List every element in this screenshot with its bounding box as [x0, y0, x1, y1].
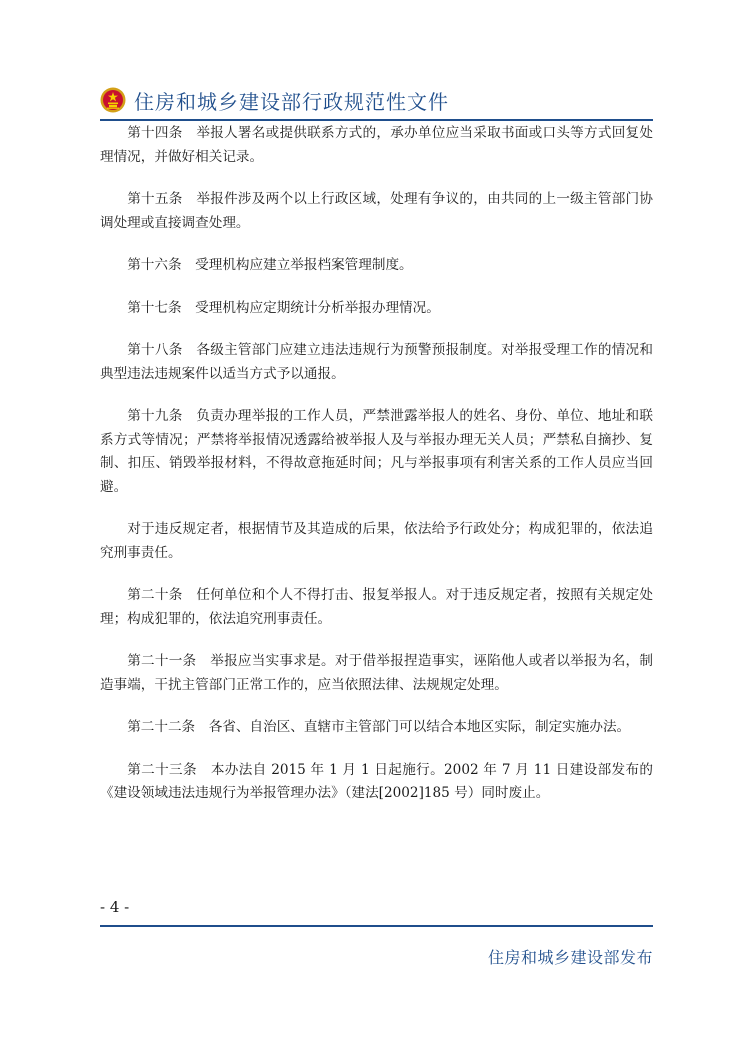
document-body: [100, 122, 653, 825]
footer-publisher: 住房和城乡建设部发布: [487, 948, 653, 967]
article-16: 第十六条 受理机构应建立举报档案管理制度。: [127, 257, 413, 273]
article-20: 第二十条 任何单位和个人不得打击、报复举报人。对于违反规定者，按照有关规定处理；构成犯罪的，依法追究刑事责任。: [100, 587, 653, 627]
national-emblem-icon: [100, 87, 126, 113]
footer-divider: [100, 925, 653, 927]
article-14: 第十四条 举报人署名或提供联系方式的，承办单位应当采取书面或口头等方式回复处理情况，并做好相关记录。: [100, 125, 653, 165]
article-19-penalty: 对于违反规定者，根据情节及其造成的后果，依法给予行政处分；构成犯罪的，依法追究刑事责任。: [100, 521, 653, 561]
article-15: 第十五条 举报件涉及两个以上行政区域，处理有争议的，由共同的上一级主管部门协调处理或直接调查处理。: [100, 191, 653, 231]
article-18: 第十八条 各级主管部门应建立违法违规行为预警预报制度。对举报受理工作的情况和典型违法违规案件以适当方式予以通报。: [100, 342, 653, 382]
article-23: 第二十三条 本办法自 2015 年 1 月 1 日起施行。2002 年 7 月 11 日建设部发布的《建设领域违法违规行为举报管理办法》（建法[2002]185 号）同时废止。: [100, 761, 653, 801]
article-22: 第二十二条 各省、自治区、直辖市主管部门可以结合本地区实际，制定实施办法。: [127, 719, 631, 735]
document-header: [100, 80, 653, 120]
article-19: 第十九条 负责办理举报的工作人员，严禁泄露举报人的姓名、身份、单位、地址和联系方式等情况；严禁将举报情况透露给被举报人及与举报办理无关人员；严禁私自摘抄、复制、扣压、销毁举报材料，不得故意拖延时间；凡与举报事项有利害关系的工作人员应当回避。: [100, 408, 653, 495]
page-number: - 4 -: [100, 898, 130, 916]
article-21: 第二十一条 举报应当实事求是。对于借举报捏造事实，诬陷他人或者以举报为名，制造事端，干扰主管部门正常工作的，应当依照法律、法规规定处理。: [100, 653, 653, 693]
header-title: 住房和城乡建设部行政规范性文件: [134, 89, 449, 114]
header-divider: [100, 119, 653, 121]
article-17: 第十七条 受理机构应定期统计分析举报办理情况。: [127, 299, 440, 316]
